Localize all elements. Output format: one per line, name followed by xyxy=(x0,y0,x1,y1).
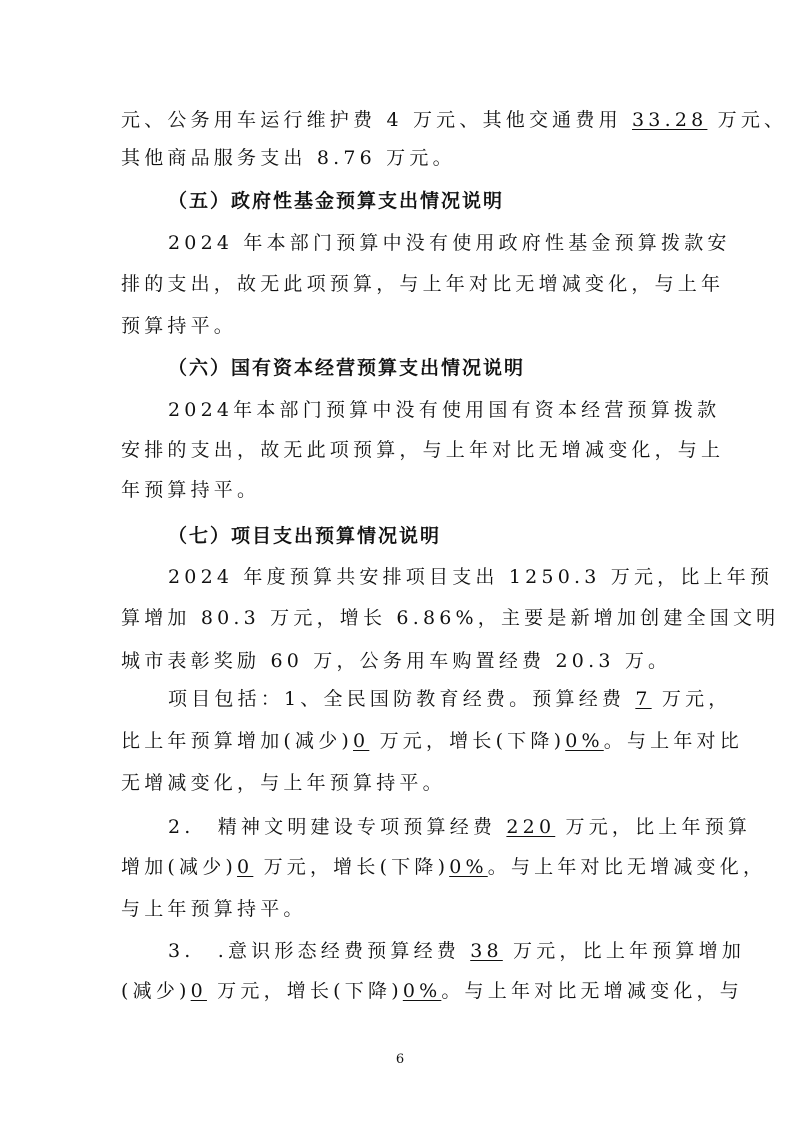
text-line: 增加(减少)0 万元，增长(下降)0%。与上年对比无增减变化， xyxy=(121,856,767,878)
text-line: 比上年预算增加(减少)0 万元，增长(下降)0%。与上年对比 xyxy=(121,730,743,752)
text-line: 安排的支出，故无此项预算，与上年对比无增减变化，与上 xyxy=(121,439,725,461)
amount-underlined: 7 xyxy=(635,688,652,710)
text-line: 元、公务用车运行维护费 4 万元、其他交通费用 33.28 万元、 xyxy=(121,109,788,131)
text-line: 3. .意识形态经费预算经费 38 万元，比上年预算增加 xyxy=(168,940,746,962)
text-line: (减少)0 万元，增长(下降)0%。与上年对比无增减变化，与 xyxy=(121,980,743,1002)
page-number: 6 xyxy=(395,1052,405,1067)
amount-underlined: 38 xyxy=(470,940,503,962)
text-line: 2024年本部门预算中没有使用国有资本经营预算拨款 xyxy=(168,399,721,421)
text-line: 项目包括：1、全民国防教育经费。预算经费 7 万元， xyxy=(168,688,732,710)
amount-underlined: 33.28 xyxy=(632,109,708,131)
text-line: 城市表彰奖励 60 万，公务用车购置经费 20.3 万。 xyxy=(121,650,672,672)
text-line: 其他商品服务支出 8.76 万元。 xyxy=(121,147,456,169)
amount-underlined: 0 xyxy=(353,730,370,752)
text-line: 2. 精神文明建设专项预算经费 220 万元，比上年预算 xyxy=(168,816,752,838)
text-line: 无增减变化，与上年预算持平。 xyxy=(121,772,446,794)
amount-underlined: 220 xyxy=(506,816,556,838)
section-heading-5: （五）政府性基金预算支出情况说明 xyxy=(168,190,505,212)
text-line: 年预算持平。 xyxy=(121,479,261,501)
text-line: 算增加 80.3 万元，增长 6.86%，主要是新增加创建全国文明 xyxy=(121,607,780,629)
text-line: 2024 年本部门预算中没有使用政府性基金预算拨款安 xyxy=(168,232,731,254)
section-heading-7: （七）项目支出预算情况说明 xyxy=(168,525,442,547)
percent-underlined: 0% xyxy=(402,980,442,1002)
text-line: 2024 年度预算共安排项目支出 1250.3 万元，比上年预 xyxy=(168,566,774,588)
amount-underlined: 0 xyxy=(190,980,207,1002)
text-line: 预算持平。 xyxy=(121,315,238,337)
percent-underlined: 0% xyxy=(449,856,488,878)
amount-underlined: 0 xyxy=(237,856,254,878)
percent-underlined: 0% xyxy=(565,730,604,752)
text-line: 排的支出，故无此项预算，与上年对比无增减变化，与上年 xyxy=(121,273,725,295)
text-line: 与上年预算持平。 xyxy=(121,898,307,920)
section-heading-6: （六）国有资本经营预算支出情况说明 xyxy=(168,357,526,379)
